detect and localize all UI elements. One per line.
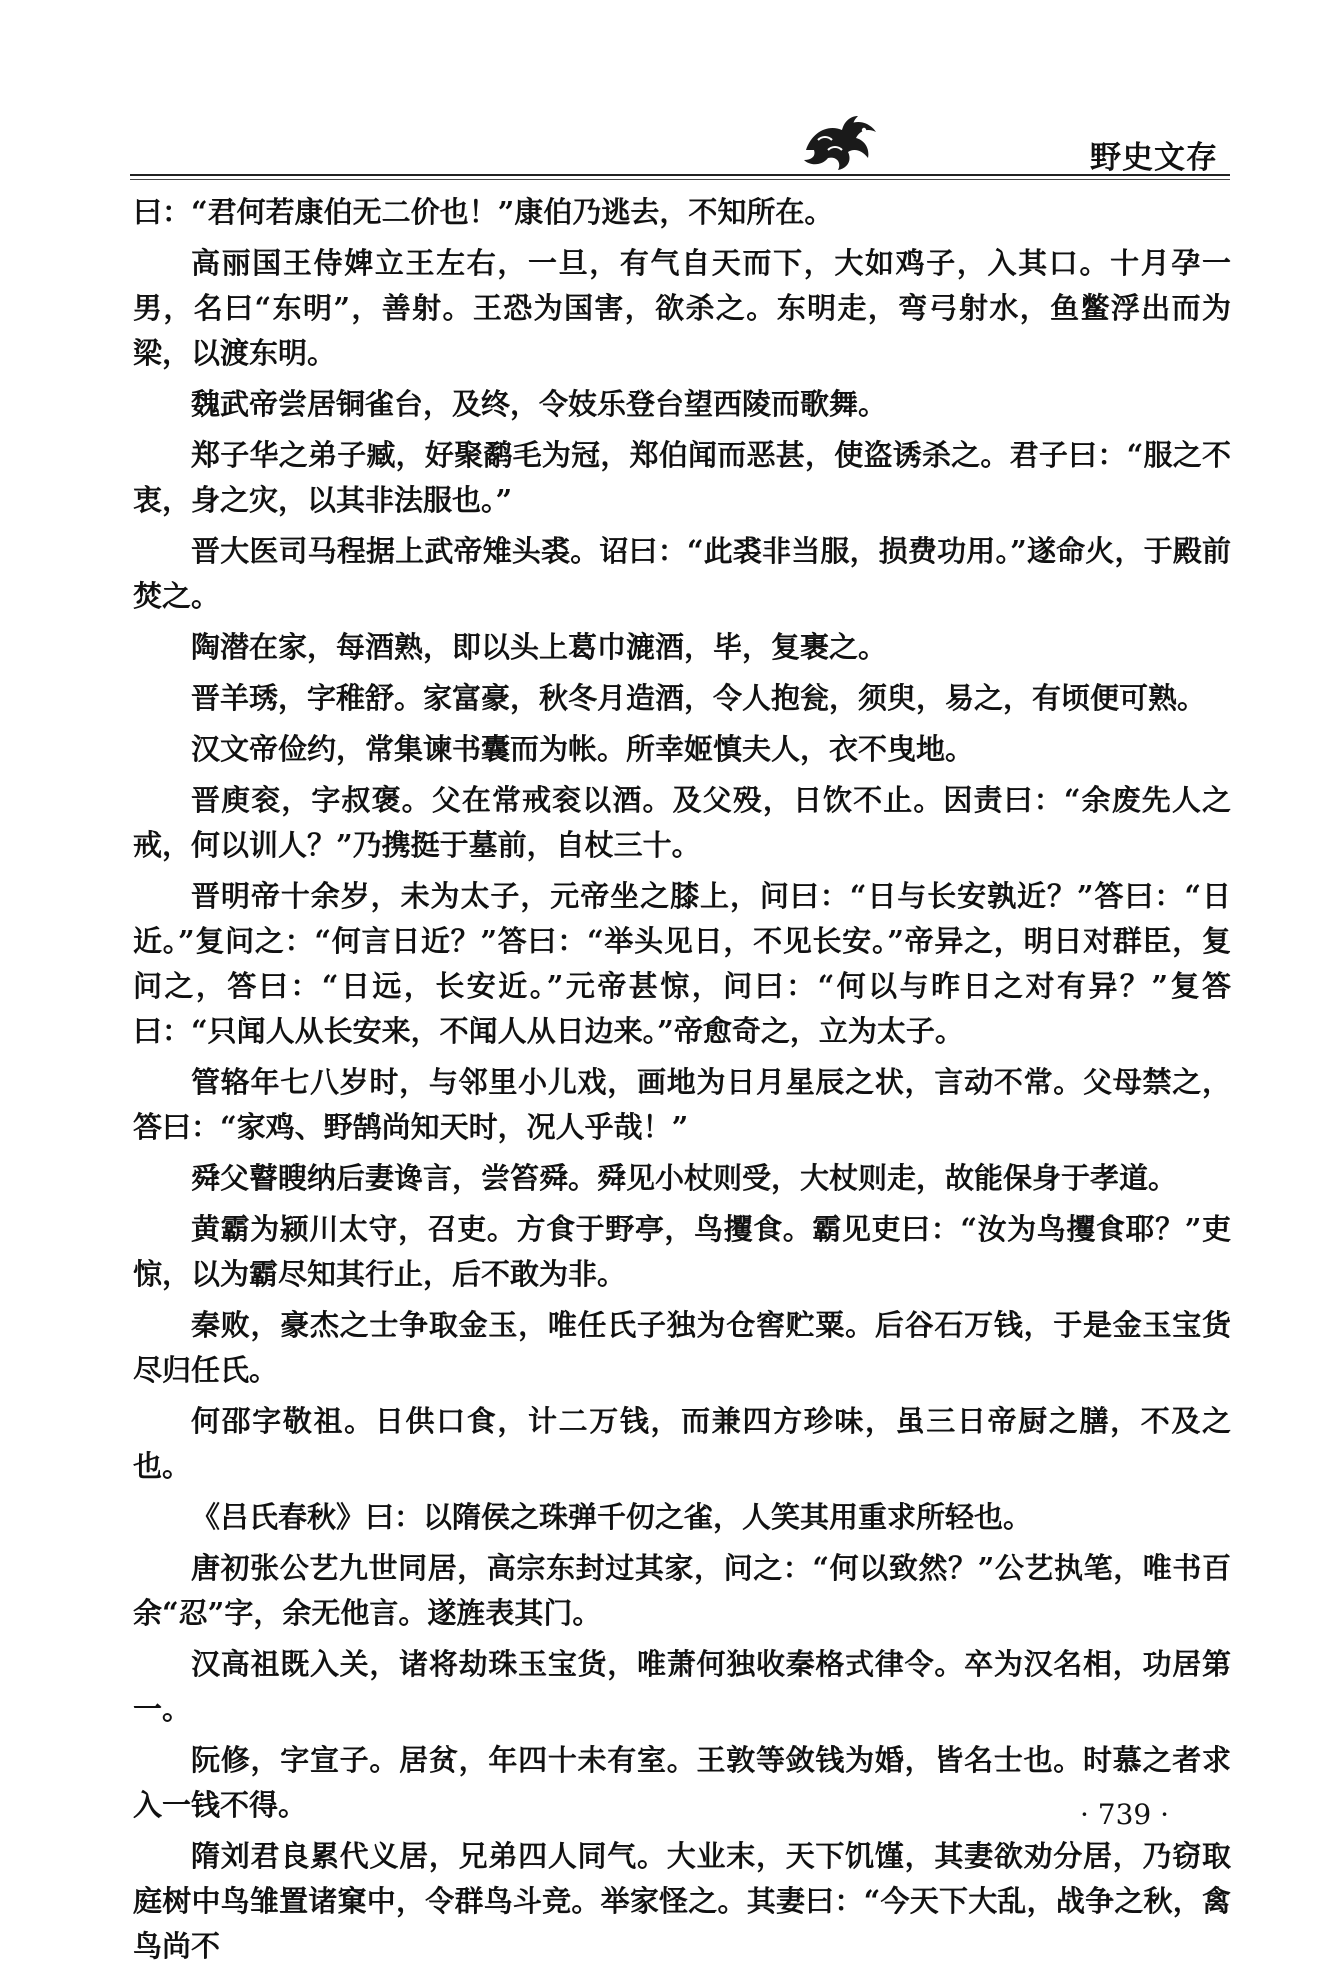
paragraph: 何邵字敬祖。日供口食，计二万钱，而兼四方珍味，虽三日帝厨之膳，不及之也。 bbox=[133, 1404, 1231, 1483]
paragraph: 舜父瞽瞍纳后妻谗言，尝笞舜。舜见小杖则受，大杖则走，故能保身于孝道。 bbox=[191, 1161, 1178, 1195]
paragraph: 魏武帝尝居铜雀台，及终，令妓乐登台望西陵而歌舞。 bbox=[191, 387, 888, 421]
paragraph: 阮修，字宣子。居贫，年四十未有室。王敦等敛钱为婚，皆名士也。时慕之者求入一钱不得。 bbox=[133, 1743, 1231, 1822]
dragon-emblem-icon bbox=[798, 110, 884, 174]
paragraph: 汉高祖既入关，诸将劫珠玉宝货，唯萧何独收秦格式律令。卒为汉名相，功居第一。 bbox=[133, 1647, 1231, 1726]
paragraph: 隋刘君良累代义居，兄弟四人同气。大业末，天下饥馑，其妻欲劝分居，乃窃取庭树中鸟雏置诸窠中，令群鸟斗竞。举家怪之。其妻曰：“今天下大乱，战争之秋，禽鸟尚不 bbox=[133, 1839, 1231, 1963]
paragraph: 曰：“君何若康伯无二价也！”康伯乃逃去，不知所在。 bbox=[133, 195, 834, 229]
main-text bbox=[133, 190, 1231, 1975]
paragraph: 黄霸为颍川太守，召吏。方食于野亭，鸟攫食。霸见吏曰：“汝为鸟攫食耶？”吏惊，以为霸尽知其行止，后不敢为非。 bbox=[133, 1212, 1231, 1291]
paragraph: 《吕氏春秋》曰：以隋侯之珠弹千仞之雀，人笑其用重求所轻也。 bbox=[191, 1500, 1033, 1534]
page-number: · 739 · bbox=[1080, 1798, 1170, 1831]
paragraph: 秦败，豪杰之士争取金玉，唯任氏子独为仓窖贮粟。后谷石万钱，于是金玉宝货尽归任氏。 bbox=[133, 1308, 1231, 1387]
paragraph: 汉文帝俭约，常集谏书囊而为帐。所幸姬慎夫人，衣不曳地。 bbox=[191, 732, 975, 766]
paragraph: 晋明帝十余岁，未为太子，元帝坐之膝上，问曰：“日与长安孰近？”答曰：“日近。”复问之：“何言日近？”答曰：“举头见日，不见长安。”帝异之，明日对群臣，复问之，答曰：“日远，长安近。”元帝甚惊，问曰：“何以与昨日之对有异？”复答曰：“只闻人从长安来，不闻人从日边来。”帝愈奇之，立为太子。 bbox=[133, 879, 1231, 1048]
paragraph: 陶潜在家，每酒熟，即以头上葛巾漉酒，毕，复裹之。 bbox=[191, 630, 888, 664]
header-rule-thin bbox=[130, 179, 1230, 180]
header-rule bbox=[130, 174, 1230, 176]
paragraph: 晋庾衮，字叔褒。父在常戒衮以酒。及父殁，日饮不止。因责曰：“余废先人之戒，何以训人？”乃携挺于墓前，自杖三十。 bbox=[133, 783, 1231, 862]
paragraph: 唐初张公艺九世同居，高宗东封过其家，问之：“何以致然？”公艺执笔，唯书百余“忍”字，余无他言。遂旌表其门。 bbox=[133, 1551, 1231, 1630]
paragraph: 高丽国王侍婢立王左右，一旦，有气自天而下，大如鸡子，入其口。十月孕一男，名曰“东明”，善射。王恐为国害，欲杀之。东明走，弯弓射水，鱼鳖浮出而为梁，以渡东明。 bbox=[133, 246, 1231, 370]
running-header bbox=[130, 110, 1230, 185]
paragraph: 晋大医司马程据上武帝雉头裘。诏曰：“此裘非当服，损费功用。”遂命火，于殿前焚之。 bbox=[133, 534, 1231, 613]
paragraph: 晋羊琇，字稚舒。家富豪，秋冬月造酒，令人抱瓮，须臾，易之，有顷便可熟。 bbox=[191, 681, 1207, 715]
paragraph: 管辂年七八岁时，与邻里小儿戏，画地为日月星辰之状，言动不常。父母禁之，答曰：“家鸡、野鹄尚知天时，况人乎哉！” bbox=[133, 1065, 1231, 1144]
series-title: 野史文存 bbox=[1090, 140, 1218, 176]
paragraph: 郑子华之弟子臧，好聚鹬毛为冠，郑伯闻而恶甚，使盗诱杀之。君子曰：“服之不衷，身之灾，以其非法服也。” bbox=[133, 438, 1231, 517]
